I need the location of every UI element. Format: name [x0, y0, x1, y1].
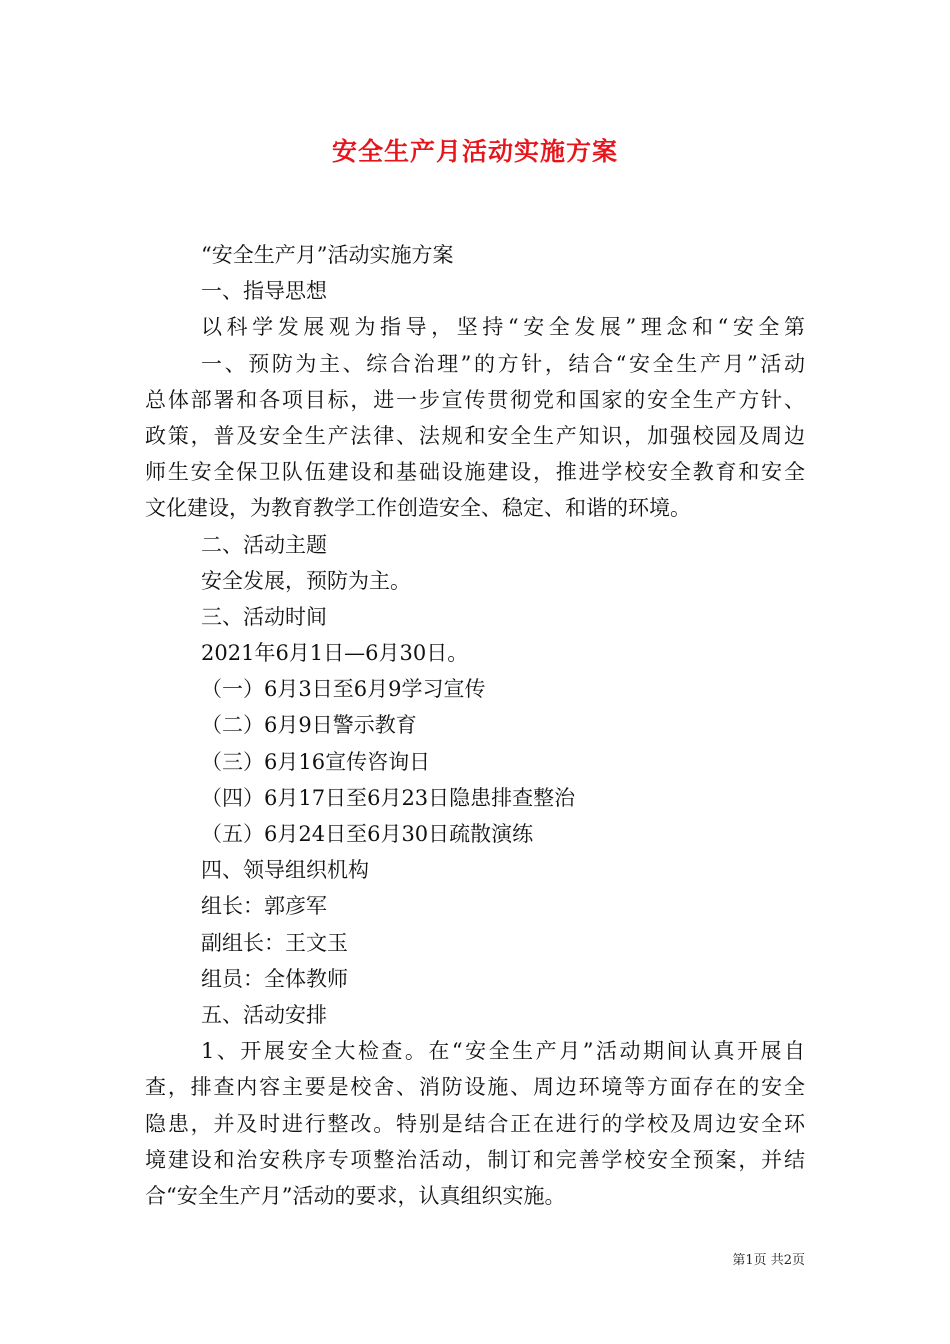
text-line: 查，排查内容主要是校舍、消防设施、周边环境等方面存在的安全	[145, 1075, 805, 1100]
text-line: （一）6月3日至6月9学习宣传	[201, 677, 486, 702]
text-line: 组长：郭彦军	[201, 894, 327, 919]
text-line: （五）6月24日至6月30日疏散演练	[201, 822, 534, 846]
text-line: 2021年6月1日—6月30日。	[201, 641, 469, 666]
text-line: 师生安全保卫队伍建设和基础设施建设，推进学校安全教育和安全	[145, 460, 805, 485]
text-line: “安全生产月”活动实施方案	[201, 243, 454, 267]
text-line: 二、活动主题	[201, 532, 327, 557]
text-line: 文化建设，为教育教学工作创造安全、稳定、和谐的环境。	[145, 496, 691, 521]
document-title: 安全生产月活动实施方案	[331, 137, 618, 166]
text-line: （三）6月16宣传咨询日	[201, 749, 431, 774]
text-line: （四）6月17日至6月23日隐患排查整治	[201, 785, 576, 810]
text-line: 以科学发展观为指导，坚持“安全发展”理念和“安全第	[201, 315, 805, 340]
text-line: 政策，普及安全生产法律、法规和安全生产知识，加强校园及周边	[145, 423, 805, 448]
document-body	[145, 237, 805, 1214]
text-line: 境建设和治安秩序专项整治活动，制订和完善学校安全预案，并结	[145, 1147, 805, 1172]
text-line: 一、预防为主、综合治理”的方针，结合“安全生产月”活动	[201, 351, 805, 376]
text-line: 三、活动时间	[201, 604, 327, 629]
text-line: 合“安全生产月”活动的要求，认真组织实施。	[145, 1183, 566, 1208]
text-line: 四、领导组织机构	[201, 858, 369, 883]
text-line: 一、指导思想	[201, 279, 327, 304]
text-line: 副组长：王文玉	[201, 930, 348, 955]
text-line: （二）6月9日警示教育	[201, 713, 417, 738]
text-line: 隐患，并及时进行整改。特别是结合正在进行的学校及周边安全环	[145, 1111, 805, 1136]
text-line: 五、活动安排	[201, 1002, 327, 1027]
text-line: 1、开展安全大检查。在“安全生产月”活动期间认真开展自	[201, 1039, 805, 1064]
page-number: 第1页 共2页	[732, 1253, 805, 1268]
text-line: 总体部署和各项目标，进一步宣传贯彻党和国家的安全生产方针、	[145, 387, 805, 412]
text-line: 组员：全体教师	[201, 966, 348, 991]
text-line: 安全发展，预防为主。	[201, 568, 411, 593]
